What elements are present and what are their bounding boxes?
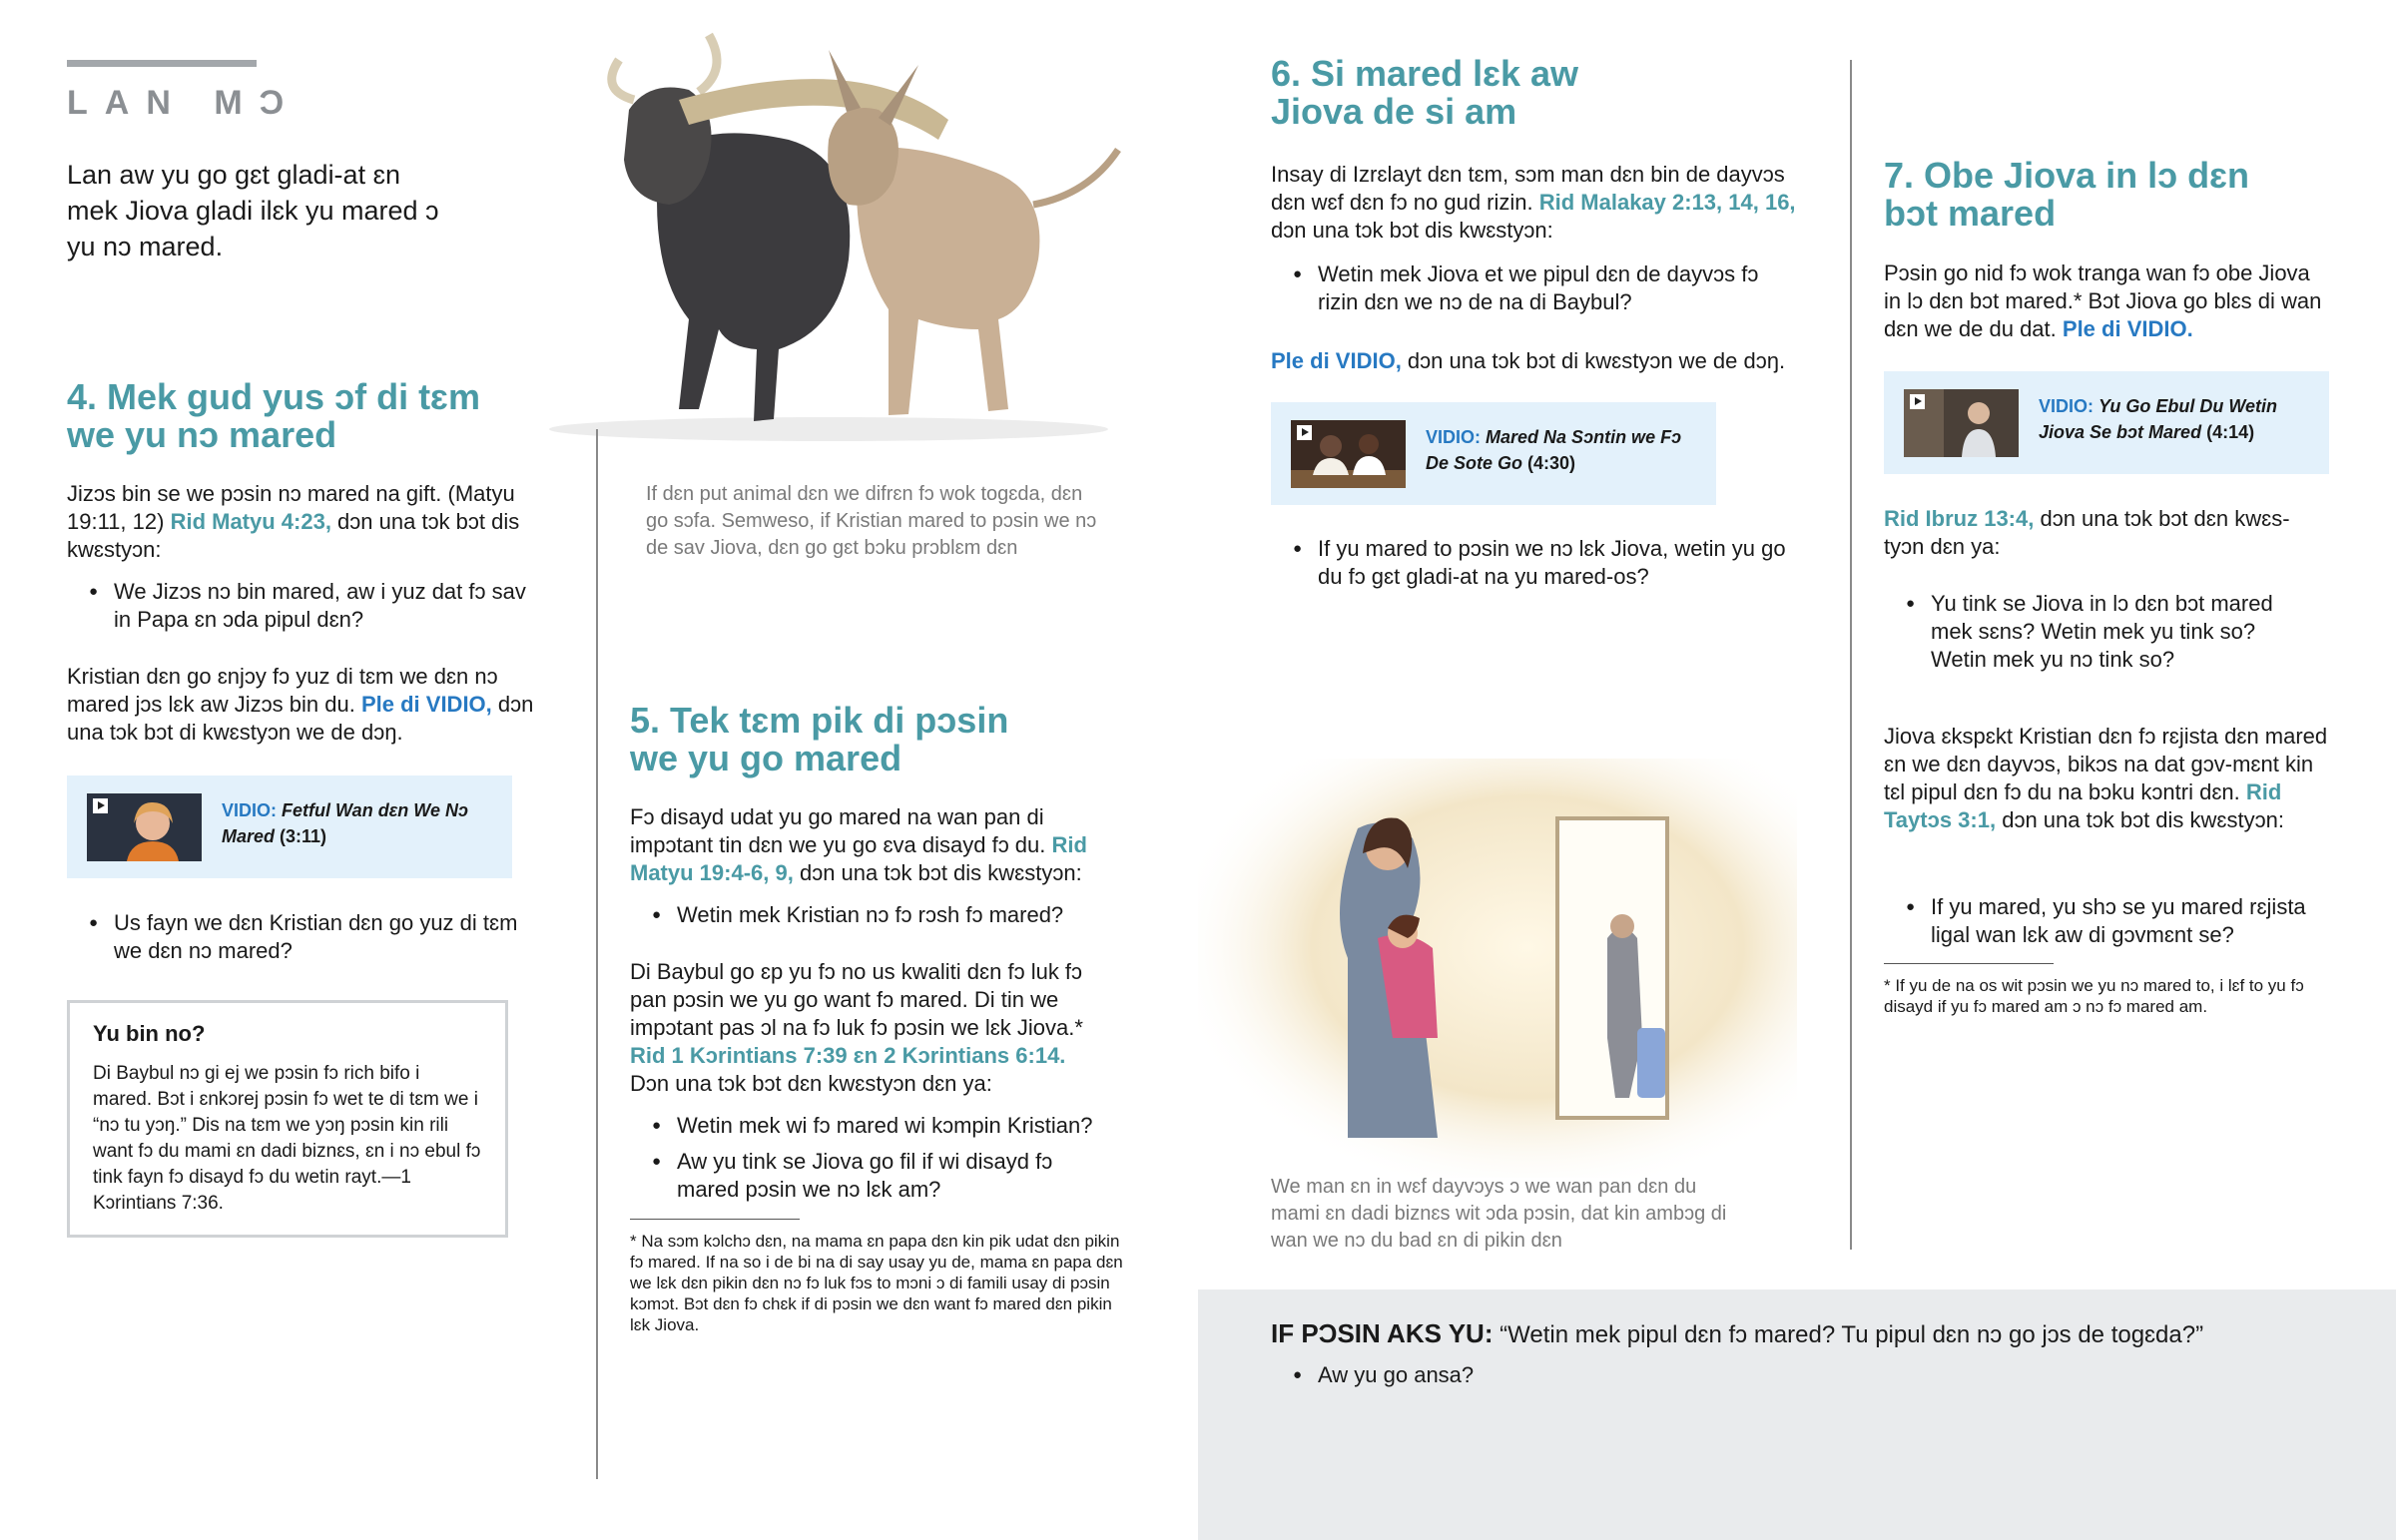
footnote-rule <box>630 1219 800 1220</box>
section4-heading: 4. Mek gud yus ɔf di tɛm we yu nɔ mared <box>67 376 480 455</box>
section6-caption: We man ɛn in wɛf dayvɔys ɔ we wan pan dɛn du mami ɛn dadi biznɛs wit ɔda pɔsin, dat kin ambɔg di wan we nɔ du bad ɛn di pikin dɛn <box>1271 1176 1727 1252</box>
if-someone-asks-panel <box>1198 1289 2396 1540</box>
section7-paragraph-3: Jiova ɛkspɛkt Kristian dɛn fɔ rɛjista dɛn mared ɛn we dɛn dayvɔs, bikɔs na dat gɔv-mɛnt kin tɛl pipul dɛn fɔ du na bɔku kɔntri dɛn. Rid Taytɔs 3:1, dɔn una tɔk bɔt dis kwɛstyɔn: <box>1884 724 2328 832</box>
video-box-marriage-forever[interactable]: VIDIO: Mared Na Sɔntin we Fɔ De Sote Go (4:30) <box>1271 402 1716 505</box>
section4-paragraph-2: Kristian dɛn go ɛnjɔy fɔ yuz di tɛm we dɛn nɔ mared jɔs lɛk aw Jizɔs bin du. Ple di VIDIO, dɔn una tɔk bɔt di kwɛstyɔn we de dɔŋ. <box>67 664 534 745</box>
list-item: ● If yu mared, yu shɔ se yu mared rɛjista ligal wan lɛk aw di gɔvmɛnt se? <box>1884 893 2333 949</box>
section5-bullets-1 <box>630 901 1099 929</box>
section7-footnote: * If yu de na os wit pɔsin we yu nɔ mared to, i lɛf to yu fɔ disayd if yu fɔ mared am ɔ nɔ fɔ mared am. <box>1884 976 2304 1016</box>
section4-bullets-2 <box>67 909 526 965</box>
section7-paragraph-2: Rid Ibruz 13:4, dɔn una tɔk bɔt dɛn kwɛs-tyɔn dɛn ya: <box>1884 506 2290 559</box>
section7-bullets-1 <box>1884 590 2303 674</box>
section6-paragraph-2: Ple di VIDIO, dɔn una tɔk bɔt di kwɛstyɔn we de dɔŋ. <box>1271 348 1786 373</box>
footnote-rule <box>1884 963 2054 964</box>
ask-bullets <box>1271 1361 1970 1389</box>
list-item: ● We Jizɔs nɔ bin mared, aw i yuz dat fɔ sav in Papa ɛn ɔda pipul dɛn? <box>67 578 526 634</box>
scripture-link-matthew-19[interactable]: Rid Matyu 19:4-6, 9, <box>630 832 1087 885</box>
section4-bullets-1 <box>67 578 526 634</box>
section7-paragraph-1: Pɔsin go nid fɔ wok tranga wan fɔ obe Jiova in lɔ dɛn bɔt mared.* Bɔt Jiova go blɛs di wan dɛn we de du dat. Ple di VIDIO. <box>1884 260 2322 341</box>
list-item: ● Aw yu tink se Jiova go fil if wi disayd fɔ mared pɔsin we nɔ lɛk am? <box>630 1148 1099 1204</box>
box-text: Di Baybul nɔ gi ej we pɔsin fɔ rich bifo i mared. Bɔt i ɛnkɔrej pɔsin fɔ wet te di tɛm we i “nɔ tu yɔŋ.” Dis na tɛm we yɔŋ pɔsin kin rili want fɔ du mami ɛn dadi biznɛs, ɛn i nɔ ebul fɔ tink fayn fɔ disayd fɔ du wetin rayt.—1 Kɔrintians 7:36. <box>93 1063 481 1214</box>
section7-bullets-2 <box>1884 893 2333 949</box>
list-item: ● Wetin mek wi fɔ mared wi kɔmpin Kristian? <box>630 1112 1099 1140</box>
section5-paragraph-2: Di Baybul go ɛp yu fɔ no us kwaliti dɛn fɔ luk fɔ pan pɔsin we yu go want fɔ mared. Di tin we impɔtant pas ɔl na fɔ luk fɔ pɔsin we lɛk Jiova.* Rid 1 Kɔrintians 7:39 ɛn 2 Kɔrintians 6:14. Dɔn una tɔk bɔt dɛn kwɛstyɔn dɛn ya: <box>630 958 1109 1098</box>
did-you-know-box <box>67 1000 508 1238</box>
ox-and-donkey-illustration <box>529 30 1168 449</box>
section5-footnote: * Na sɔm kɔlchɔ dɛn, na mama ɛn papa dɛn kin pik udat dɛn pikin fɔ mared. If na so i de bi na di say usay yu de, mama ɛn papa dɛn we lɛk dɛn pikin dɛn nɔ fɔ luk fɔs to mɔni ɔ di famili usay di pɔsin kɔmɔt. Bɔt dɛn fɔ chɛk if di pɔsin we dɛn want fɔ mared dɛn pikin lɛk Jiova. <box>630 1232 1123 1334</box>
play-icon[interactable] <box>1910 394 1925 409</box>
section6-heading: 6. Si mared lɛk aw Jiova de si am <box>1271 53 1579 132</box>
section5-paragraph-1: Fɔ disayd udat yu go mared na wan pan di impɔtant tin dɛn we yu go ɛva disayd fɔ du. Rid Matyu 19:4-6, 9, dɔn una tɔk bɔt dis kwɛstyɔn: <box>630 804 1087 885</box>
section6-bullets-1 <box>1271 260 1790 316</box>
list-item: ● Wetin mek Kristian nɔ fɔ rɔsh fɔ mared? <box>630 901 1099 929</box>
scripture-link-matthew-4-23[interactable]: Rid Matyu 4:23, <box>170 509 331 534</box>
play-icon[interactable] <box>1297 425 1312 440</box>
video-box-obey-jehovah[interactable]: VIDIO: Yu Go Ebul Du Wetin Jiova Se bɔt Mared (4:14) <box>1884 371 2329 474</box>
list-item: ● Wetin mek Jiova et we pipul dɛn de dayvɔs fɔ rizin dɛn we nɔ de na di Baybul? <box>1271 260 1790 316</box>
intro-text: Lan aw yu go gɛt gladi-at ɛn mek Jiova gladi ilɛk yu mared ɔ yu nɔ mared. <box>67 160 439 261</box>
video-thumbnail[interactable] <box>1904 389 2019 457</box>
section5-bullets-2 <box>630 1112 1099 1204</box>
intro-kicker: LAN MƆ <box>67 84 301 122</box>
top-rule <box>67 60 257 67</box>
video-thumbnail[interactable] <box>87 793 202 861</box>
play-video-link[interactable]: Ple di VIDIO. <box>2062 316 2193 341</box>
animals-caption: If dɛn put animal dɛn we difrɛn fɔ wok togɛda, dɛn go sɔfa. Semweso, if Kristian mared to pɔsin we nɔ de sav Jiova, dɛn go gɛt bɔku prɔblɛm dɛn <box>646 483 1097 559</box>
section6-paragraph-1: Insay di Izrɛlayt dɛn tɛm, sɔm man dɛn bin de dayvɔs dɛn wɛf dɛn fɔ no gud rizin. Rid Malakay 2:13, 14, 16, dɔn una tɔk bɔt dis kwɛstyɔn: <box>1271 162 1796 243</box>
play-icon[interactable] <box>93 798 108 813</box>
box-title: Yu bin no? <box>93 1021 206 1046</box>
section6-bullets-2 <box>1271 535 1790 591</box>
section4-paragraph-1: Jizɔs bin se we pɔsin nɔ mared na gift. (Matyu 19:11, 12) Rid Matyu 4:23, dɔn una tɔk bɔt dis kwɛstyɔn: <box>67 481 520 562</box>
mother-daughter-divorce-illustration <box>1198 759 1797 1178</box>
play-video-link[interactable]: Ple di VIDIO, <box>1271 348 1402 373</box>
scripture-link-malachi[interactable]: Rid Malakay 2:13, 14, 16, <box>1538 190 1796 215</box>
play-video-link[interactable]: Ple di VIDIO, <box>360 692 492 717</box>
video-box-faithful-singles[interactable]: VIDIO: Fetful Wan dɛn We Nɔ Mared (3:11) <box>67 775 512 878</box>
scripture-link-corinthians[interactable]: Rid 1 Kɔrintians 7:39 ɛn 2 Kɔrintians 6:14. <box>630 1043 1066 1068</box>
list-item: ● Yu tink se Jiova in lɔ dɛn bɔt mared mek sɛns? Wetin mek yu tink so? Wetin mek yu nɔ tink so? <box>1884 590 2303 674</box>
list-item: ● Us fayn we dɛn Kristian dɛn go yuz di tɛm we dɛn nɔ mared? <box>67 909 526 965</box>
list-item: ● If yu mared to pɔsin we nɔ lɛk Jiova, wetin yu go du fɔ gɛt gladi-at na yu mared-os? <box>1271 535 1790 591</box>
list-item: ● Aw yu go ansa? <box>1271 1361 1970 1389</box>
scripture-link-titus[interactable]: Rid Taytɔs 3:1, <box>1884 779 2282 832</box>
ask-question: IF PƆSIN AKS YU: “Wetin mek pipul dɛn fɔ mared? Tu pipul dɛn nɔ go jɔs de togɛda?” <box>1271 1318 2204 1348</box>
video-thumbnail[interactable] <box>1291 420 1406 488</box>
section7-heading: 7. Obe Jiova in lɔ dɛn bɔt mared <box>1884 155 2249 234</box>
scripture-link-hebrews[interactable]: Rid Ibruz 13:4, <box>1884 506 2035 531</box>
section5-heading: 5. Tek tɛm pik di pɔsin we yu go mared <box>630 700 1009 778</box>
ask-label: IF PƆSIN AKS YU: <box>1271 1318 1494 1348</box>
column-divider <box>596 429 598 1479</box>
column-divider <box>1850 60 1852 1250</box>
